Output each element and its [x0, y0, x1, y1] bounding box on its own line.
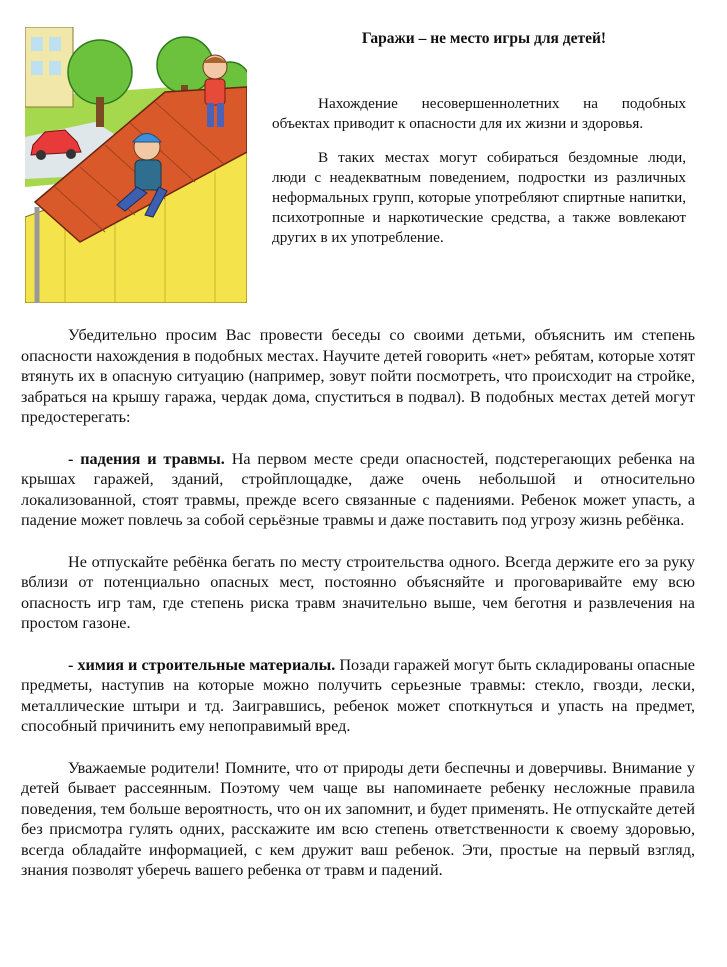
falls-heading: - падения и травмы. [68, 449, 225, 468]
paragraph-supervision: Не отпускайте ребёнка бегать по месту строительства одного. Всегда держите его за руку вблизи от потенциально опасных мест, постоянно объясняйте и проговаривайте ему всю опасность игр там, где степень риска травм значительно выше, чем беготня и развлечения на простом газоне. [21, 552, 695, 632]
building-window [49, 37, 61, 51]
building-window [49, 61, 61, 75]
tree-trunk [96, 97, 104, 127]
building-window [31, 61, 43, 75]
paragraph-parents-appeal: Уважаемые родители! Помните, что от природы дети беспечны и доверчивы. Внимание у детей бывает рассеянным. Поэтому чем чаще вы напоминаете ребенку несложные правила поведения, тем больше вероятность, что он их запомнит, и будет применять. Не отпускайте детей без присмотра гулять одних, расскажите им всю степень ответственности к своему здоровью, всегда обладайте информацией, с кем дружит ваш ребенок. Эти, простые на первый взгляд, знания позволят уберечь вашего ребенка от травм и падений. [21, 758, 695, 879]
paragraph-chemicals-materials [21, 655, 695, 737]
chemicals-text: Позади гаражей могут быть складированы опасные предметы, наступив на которые можно получить серьезные травмы: стекло, гвозди, лески, металлические штыри и тд. Заигравшись, ребенок может споткнуться и упасть на предмет, способный причинить ему непоправимый вред. [21, 655, 695, 735]
intro-block [272, 30, 686, 262]
main-body [21, 325, 695, 902]
intro-paragraph-1: Нахождение несовершеннолетних на подобных объектах приводит к опасности для их жизни и здоровья. [272, 95, 686, 132]
paragraph-request: Убедительно просим Вас провести беседы со своими детьми, объяснить им степень опасности нахождения в подобных местах. Научите детей говорить «нет» ребятам, которые хотят втянуть их в опасную ситуацию (например, зовут пойти посмотреть, что происходит на стройке, забраться на крышу гаража, чердак дома, спуститься в подвал). В подобных местах детей могут предостерегать: [21, 326, 695, 426]
paragraph-falls-injuries [21, 449, 695, 531]
illustration-svg [25, 27, 247, 303]
building-window [31, 37, 43, 51]
chemicals-heading: - химия и строительные материалы. [68, 655, 336, 674]
falls-text: На первом месте среди опасностей, подстерегающих ребенка на крышах гаражей, зданий, стройплощадке, даже очень небольшой и относительно локализованной, стоят травмы, прежде всего связанные с падениями. Ребенок может упасть, а падение может повлечь за собой серьёзные травмы и даже поставить под угрозу жизнь ребёнка. [21, 449, 695, 529]
page-title: Гаражи – не место игры для детей! [361, 30, 607, 47]
tree [68, 40, 132, 104]
children-on-garage-roof-illustration [25, 27, 247, 303]
intro-paragraph-2: В таких местах могут собираться бездомные люди, люди с неадекватным поведением, подростки из различных неформальных групп, которые употребляют спиртные напитки, психотропные и наркотические средства, а также вовлекают других в их употребление. [272, 149, 686, 246]
